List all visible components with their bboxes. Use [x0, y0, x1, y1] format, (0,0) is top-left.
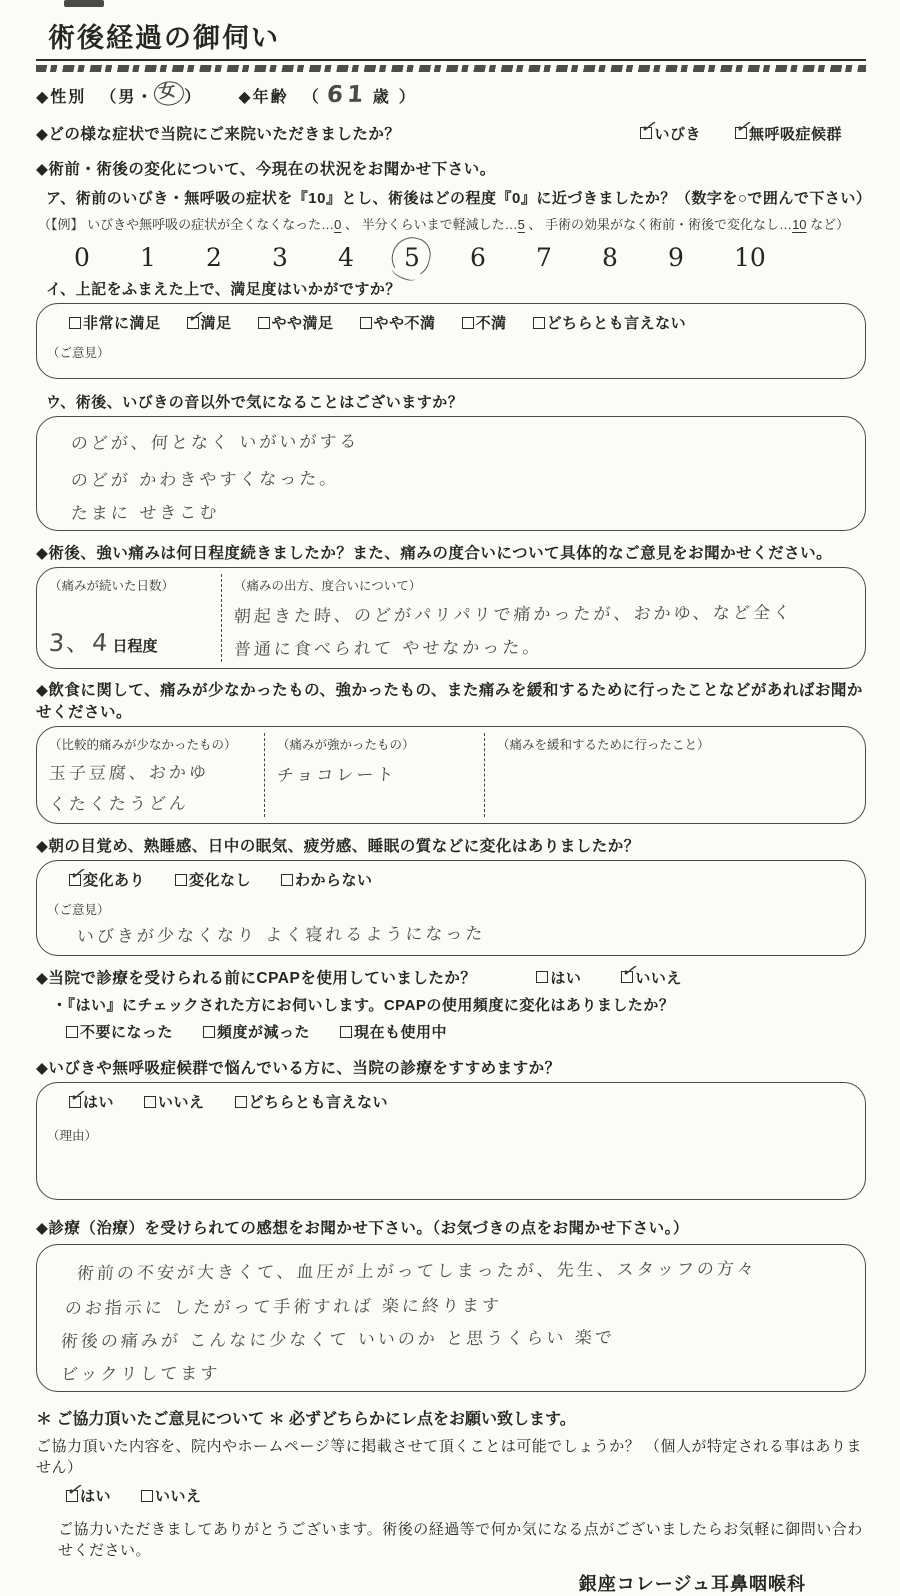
checkbox-somewhat-dissatisfied[interactable]: [360, 312, 436, 333]
checkbox-box: [732, 115, 756, 140]
check-mark-icon: ✓: [66, 862, 90, 886]
food-heading: ◆飲食に関して、痛みが少なかったもの、強かったもの、また痛みを緩和するために行ったことなどがあればお聞かせください。: [36, 682, 863, 721]
age-value[interactable]: 61: [325, 81, 368, 108]
paren: （: [302, 88, 321, 106]
check-mark-icon: ✓: [63, 1478, 87, 1502]
pain-days-value: 3、4: [47, 628, 111, 657]
handwritten-line: のどが かわきやすくなった。: [70, 469, 341, 491]
checkbox-change-yes[interactable]: [66, 862, 146, 890]
checkbox-box: [66, 862, 90, 886]
checkbox-box: [619, 959, 642, 984]
pain-heading: ◆術後、強い痛みは何日程度続きましたか？また、痛みの度合いについて具体的なご意見をお聞かせください。: [36, 545, 833, 562]
example-text: （【例】 いびきや無呼吸の症状が全くなくなった…: [38, 217, 335, 232]
check-mark-icon: ✓: [732, 115, 756, 140]
consent-header-pre: ＊ ご協力頂いたご意見について ＊: [36, 1411, 290, 1428]
scale-number-2[interactable]: 2: [206, 243, 222, 272]
checkbox-label: いいえ: [635, 969, 682, 987]
scan-artifact: [64, 0, 104, 7]
example-value-5: 5: [517, 217, 525, 232]
checkbox-label: はい: [80, 1488, 112, 1505]
check-mark-icon: ✓: [619, 959, 642, 984]
opinion-label: （ご意見）: [47, 903, 110, 917]
checkbox-box: [533, 317, 545, 329]
check-mark-icon: ✓: [638, 115, 662, 140]
handwritten-line: のお指示に したがって手術すれば 楽に終ります: [64, 1295, 503, 1319]
change-sub-a: ア、術前のいびき・無呼吸の症状を『10』とし、術後はどの程度『0』に近づきましたか？（数字を○で囲んで下さい）: [46, 190, 872, 207]
food-column-less-pain: [47, 733, 265, 817]
change-sub-b: イ、上記をふまえた上で、満足度はいかがですか？: [46, 281, 401, 298]
checkbox-label: いいえ: [155, 1488, 202, 1505]
gender-option-male[interactable]: 男: [118, 88, 137, 106]
checkbox-label: 非常に満足: [83, 315, 161, 332]
checkbox-recommend-neither[interactable]: [235, 1091, 389, 1112]
checkbox-label: 満足: [200, 315, 232, 332]
scale-number-3[interactable]: 3: [272, 243, 288, 272]
decorative-divider: [36, 65, 866, 72]
pain-detail-label: （痛みの出方、度合いについて）: [234, 579, 422, 593]
scale-number-0[interactable]: 0: [74, 243, 90, 272]
impressions-box[interactable]: [36, 1244, 866, 1392]
food-column-label: （痛みを緩和するために行ったこと）: [497, 738, 710, 752]
opinion-label: （ご意見）: [47, 346, 110, 360]
handwritten-line: 玉子豆腐、おかゆ: [48, 762, 210, 784]
checkbox-box: [184, 305, 208, 329]
checkbox-somewhat-satisfied[interactable]: [258, 312, 334, 333]
cpap-followup-question: ・『はい』にチェックされた方にお伺いします。CPAPの使用頻度に変化はありましたか？: [52, 997, 675, 1014]
paren: ）: [398, 88, 417, 106]
consent-question: ご協力頂いた内容を、院内やホームページ等に掲載させて頂くことは可能でしょうか？ （個人が特定される事はありません）: [36, 1438, 862, 1476]
checkbox-snoring[interactable]: [638, 115, 701, 144]
checkbox-recommend-no[interactable]: [144, 1091, 205, 1112]
checkbox-box: [203, 1026, 215, 1038]
example-value-10: 10: [792, 217, 807, 232]
change-example: [38, 214, 866, 233]
recommend-box: [36, 1082, 866, 1200]
symptom-question-row: [36, 115, 866, 144]
example-value-0: 0: [334, 217, 342, 232]
age-unit: 歳: [372, 88, 391, 106]
scale-number-9[interactable]: 9: [668, 243, 684, 272]
checkbox-consent-no[interactable]: [141, 1485, 202, 1506]
checkbox-box: [141, 1490, 153, 1502]
checkbox-box: [69, 317, 81, 329]
pain-detail-column: [222, 574, 851, 662]
page-title: 術後経過の御伺い: [36, 10, 866, 61]
change-heading: ◆術前・術後の変化について、今現在の状況をお聞かせ下さい。: [36, 161, 496, 178]
scale-number-7[interactable]: 7: [536, 243, 552, 272]
checkbox-cpap-yes[interactable]: [536, 967, 581, 988]
cpap-question-row: [36, 959, 866, 988]
food-column-label: （比較的痛みが少なかったもの）: [49, 738, 237, 752]
demographics-row: [36, 82, 866, 108]
scale-number-10[interactable]: 10: [734, 243, 766, 272]
scale-number-1[interactable]: 1: [140, 243, 156, 272]
concerns-box[interactable]: [36, 416, 866, 531]
checkbox-label: 現在も使用中: [354, 1024, 448, 1041]
scale-number-4[interactable]: 4: [338, 243, 354, 272]
handwritten-line: たまに せきこむ: [70, 502, 220, 524]
checkbox-cpap-still-using[interactable]: [340, 1021, 447, 1042]
checkbox-label: はい: [83, 1094, 115, 1111]
paren: （: [100, 88, 119, 106]
checkbox-label: 変化あり: [83, 872, 146, 889]
food-column-relief: [485, 733, 851, 817]
pain-days-label: （痛みが続いた日数）: [49, 579, 175, 593]
severity-scale: [74, 243, 866, 272]
food-column-more-pain: [265, 733, 485, 817]
recommend-heading: ◆いびきや無呼吸症候群で悩んでいる方に、当院の診療をすすめますか？: [36, 1060, 561, 1077]
checkbox-cpap-no[interactable]: [619, 959, 682, 988]
scale-number-5-circled[interactable]: 5: [404, 243, 470, 272]
handwritten-line: 術後の痛みが こんなに少なくて いいのか と思うくらい 楽で: [60, 1328, 616, 1352]
handwritten-line: 朝起きた時、のどがパリパリで痛かったが、おかゆ、など全く: [233, 603, 794, 627]
gender-option-female-circled[interactable]: 女: [153, 80, 185, 107]
thanks-text: ご協力いただきましてありがとうございます。術後の経過等で何か気になる点がございましたらお気軽に御問い合わせください。: [58, 1521, 863, 1559]
checkbox-box: [340, 1026, 352, 1038]
pain-days-column: [47, 574, 222, 662]
checkbox-box: [536, 971, 548, 983]
paren: ）: [184, 88, 203, 106]
checkbox-dissatisfied[interactable]: [462, 312, 507, 333]
checkbox-box: [66, 1084, 90, 1108]
sleep-heading: ◆朝の目覚め、熟睡感、日中の眠気、疲労感、睡眠の質などに変化はありましたか？: [36, 838, 640, 855]
checkbox-box: [462, 317, 474, 329]
handwritten-line: 普通に食べられて やせなかった。: [233, 637, 544, 660]
pain-box[interactable]: [36, 567, 866, 669]
clinic-name: 銀座コレージュ耳鼻咽喉科: [578, 1574, 806, 1594]
checkbox-label: 頻度が減った: [217, 1024, 311, 1041]
consent-header: [36, 1406, 866, 1429]
checkbox-label: わからない: [295, 872, 373, 889]
checkbox-apnea[interactable]: [732, 115, 842, 144]
checkbox-cpap-reduced[interactable]: [203, 1021, 310, 1042]
check-mark-icon: ✓: [66, 1084, 90, 1108]
food-column-label: （痛みが強かったもの）: [277, 738, 415, 752]
example-text: 、 半分くらいまで軽減した…: [341, 217, 518, 232]
checkbox-box: [638, 115, 662, 140]
handwritten-line: チョコレート: [276, 765, 398, 786]
checkbox-label: いいえ: [158, 1094, 205, 1111]
age-label: ◆年齢: [238, 88, 289, 106]
cpap-question: ◆当院で診療を受けられる前にCPAPを使用していましたか？: [36, 970, 477, 987]
checkbox-box: [63, 1478, 87, 1502]
satisfaction-box: [36, 303, 866, 379]
checkbox-label: どちらとも言えない: [546, 315, 687, 332]
checkbox-box: [144, 1096, 156, 1108]
checkbox-satisfied[interactable]: [184, 305, 232, 333]
checkbox-neither[interactable]: [533, 312, 687, 333]
reason-label: （理由）: [47, 1129, 98, 1143]
food-box[interactable]: [36, 726, 866, 824]
symptom-question: ◆どの様な症状で当院にご来院いただきましたか？: [36, 126, 401, 143]
checkbox-cpap-no-longer-needed[interactable]: [66, 1021, 173, 1042]
impressions-heading: ◆診療（治療）を受けられての感想をお聞かせ下さい。（お気づきの点をお聞かせ下さい。）: [36, 1220, 689, 1237]
handwritten-circle: [388, 233, 435, 281]
scale-number-8[interactable]: 8: [602, 243, 618, 272]
checkbox-change-unknown[interactable]: [281, 869, 373, 890]
gender-label: ◆性別: [36, 88, 87, 106]
checkbox-very-satisfied[interactable]: [69, 312, 161, 333]
handwritten-line: のどが、何となく いがいがする: [70, 431, 361, 454]
checkbox-box: [258, 317, 270, 329]
separator: ・: [136, 88, 155, 106]
checkbox-label: やや不満: [373, 315, 436, 332]
handwritten-line: ビックリしてます: [60, 1363, 221, 1385]
checkbox-box: [175, 874, 187, 886]
checkbox-label: どちらとも言えない: [248, 1094, 389, 1111]
concerns-heading: ウ、術後、いびきの音以外で気になることはございますか？: [46, 394, 464, 411]
sleep-box: [36, 860, 866, 956]
checkbox-label: 無呼吸症候群: [748, 125, 842, 143]
checkbox-label: 変化なし: [189, 872, 252, 889]
checkbox-change-no[interactable]: [175, 869, 251, 890]
check-mark-icon: ✓: [184, 305, 208, 329]
checkbox-box: [235, 1096, 247, 1108]
checkbox-label: 不要になった: [80, 1024, 174, 1041]
pain-days-unit: 日程度: [112, 638, 158, 655]
scale-number-6[interactable]: 6: [470, 243, 486, 272]
checkbox-label: はい: [550, 969, 582, 987]
checkbox-consent-yes[interactable]: [63, 1478, 112, 1506]
checkbox-label: 不満: [475, 315, 507, 332]
checkbox-box: [360, 317, 372, 329]
checkbox-label: いびき: [654, 125, 701, 143]
checkbox-box: [281, 874, 293, 886]
checkbox-recommend-yes[interactable]: [66, 1084, 115, 1112]
handwritten-line: 術前の不安が大きくて、血圧が上がってしまったが、先生、スタッフの方々: [76, 1259, 758, 1284]
checkbox-box: [66, 1026, 78, 1038]
consent-header-bold: 必ずどちらかにレ点をお願い致します。: [289, 1411, 576, 1428]
handwritten-line: くたくたうどん: [48, 794, 190, 815]
example-text: など）: [806, 217, 850, 232]
example-text: 、 手術の効果がなく術前・術後で変化なし…: [524, 217, 793, 232]
handwritten-line: いびきが少なくなり よく寝れるようになった: [76, 924, 487, 947]
checkbox-label: やや満足: [271, 315, 334, 332]
